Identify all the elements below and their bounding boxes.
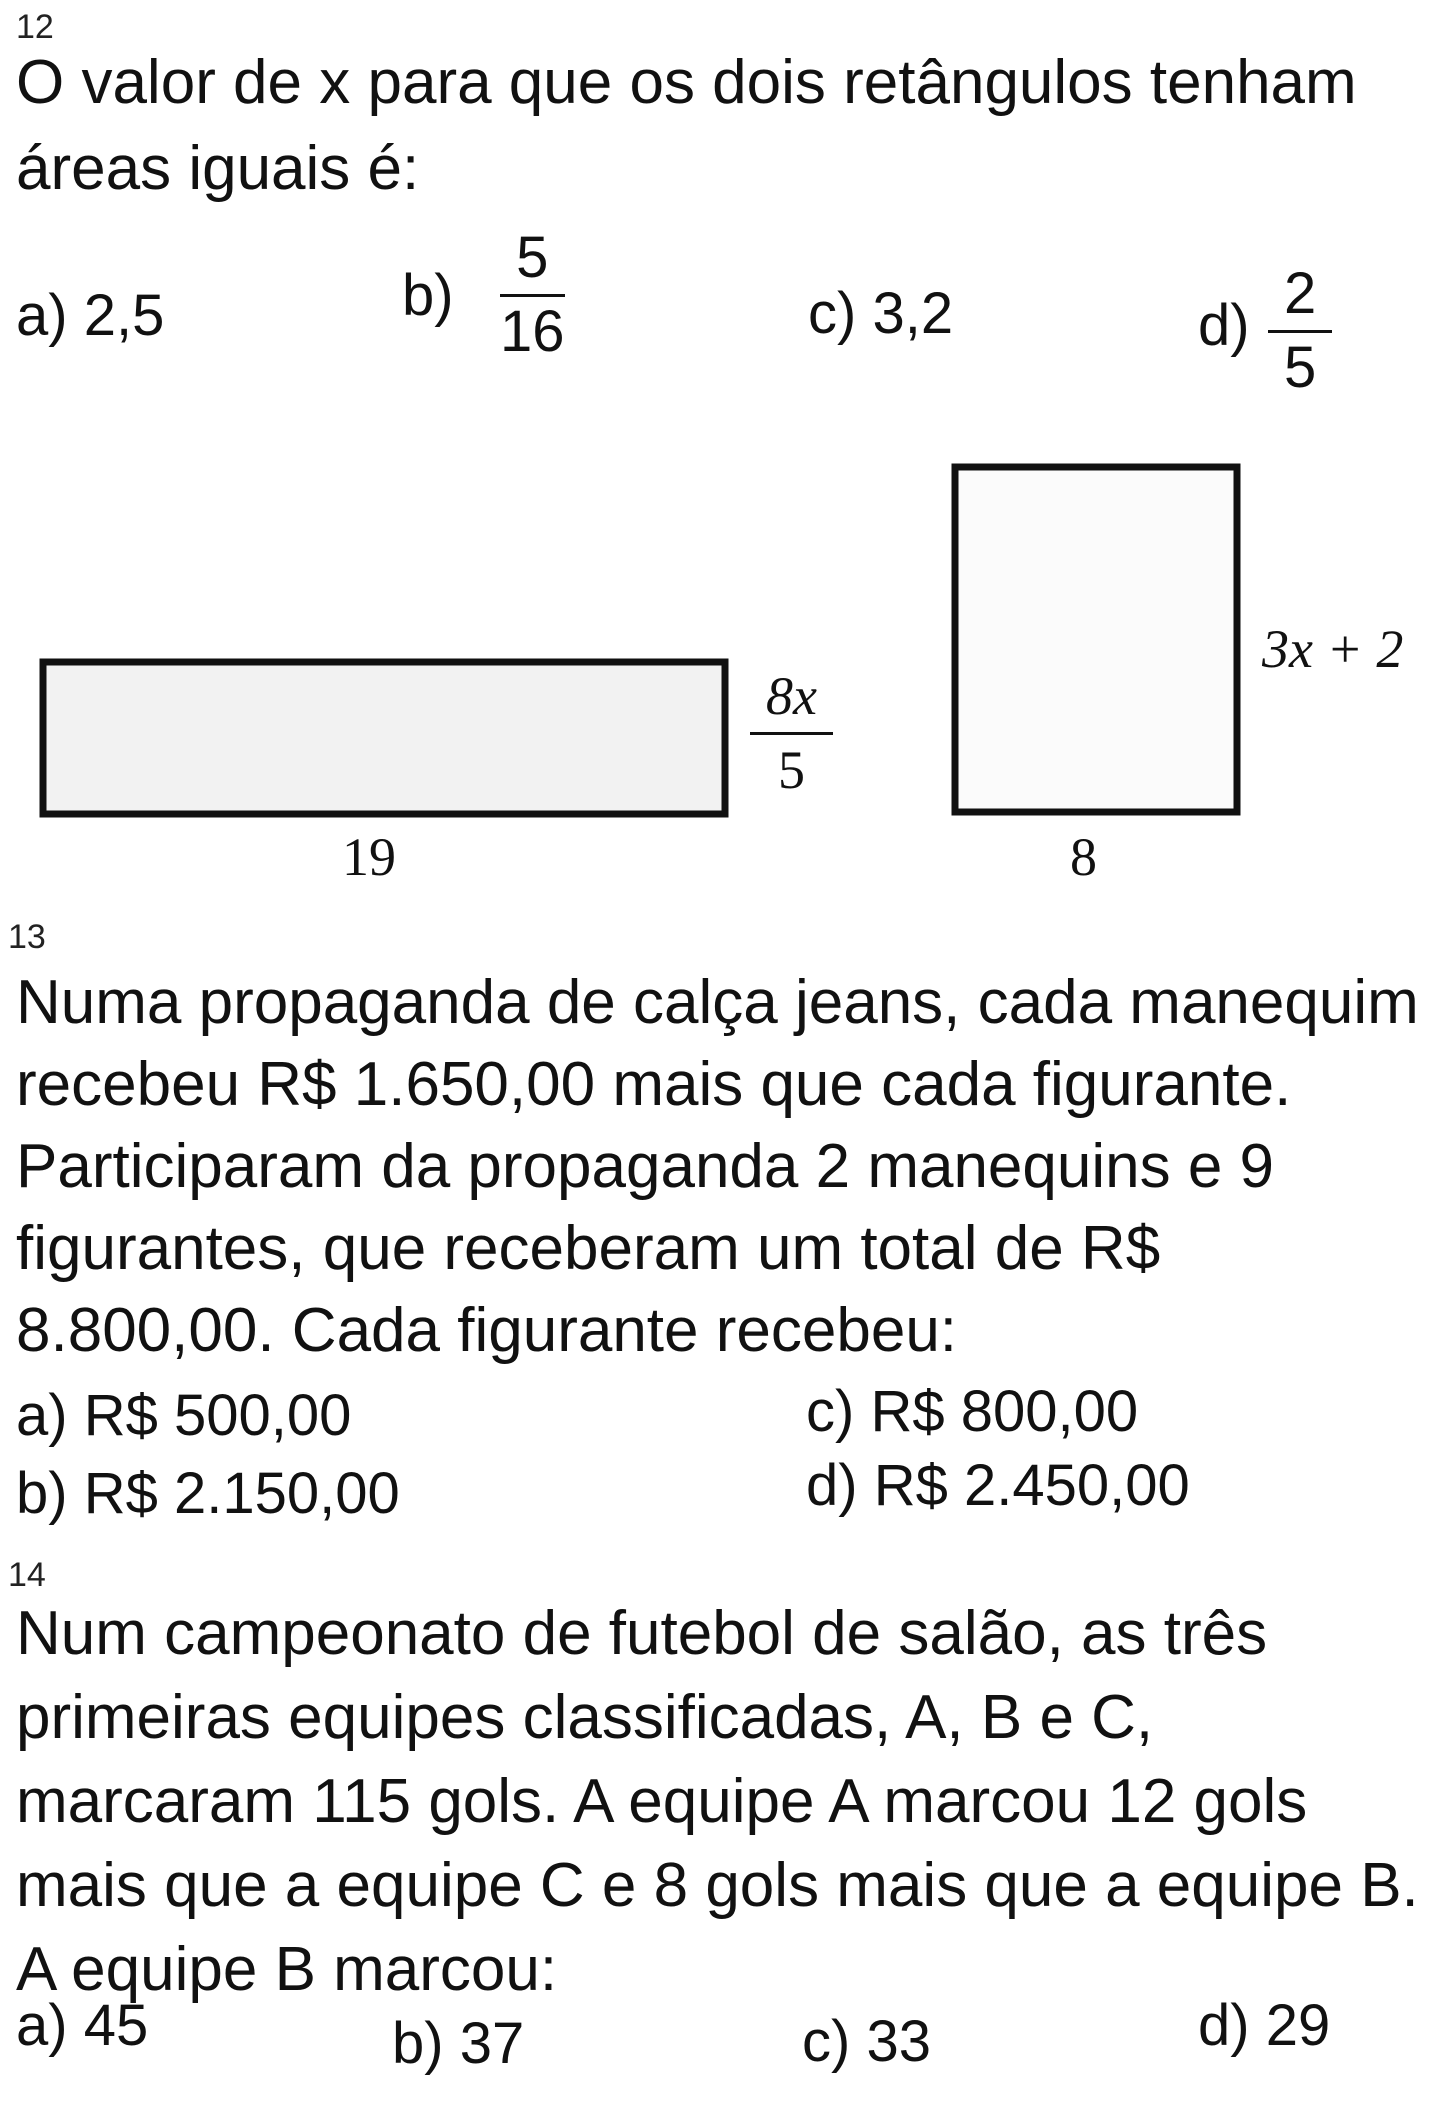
option-letter: a) [16, 1993, 68, 2058]
q13-option-c[interactable] [806, 1378, 1138, 1445]
option-value: R$ 2.150,00 [83, 1461, 400, 1526]
rectangle-2-base-label: 8 [1070, 827, 1097, 887]
option-letter: c) [806, 1379, 855, 1444]
option-value: 3,2 [872, 281, 954, 346]
q14-option-b[interactable] [392, 2010, 524, 2077]
rectangle-2 [955, 467, 1237, 812]
question-14-number: 14 [8, 1556, 46, 1594]
rectangle-2-height-label: 3x + 2 [1262, 619, 1404, 679]
option-letter: c) [802, 2009, 851, 2074]
q14-option-c[interactable] [802, 2008, 931, 2075]
option-value: 37 [459, 2011, 525, 2076]
question-12-statement: O valor de x para que os dois retângulos tenham áreas iguais é: [16, 48, 1357, 203]
option-letter: b) [392, 2011, 444, 2076]
option-value: 33 [866, 2009, 931, 2074]
question-13-statement: Numa propaganda de calça jeans, cada manequim recebeu R$ 1.650,00 mais que cada figurante. Participaram da propaganda 2 manequins e 9 figurantes, que receberam um total de R$ 8.800,00. Cada figurante recebeu: [16, 968, 1419, 1365]
option-value: R$ 500,00 [83, 1383, 352, 1448]
option-value: R$ 2.450,00 [873, 1453, 1190, 1518]
q13-option-b[interactable] [16, 1460, 400, 1527]
option-value: 29 [1265, 1993, 1331, 2058]
option-letter: b) [16, 1461, 68, 1526]
question-14-statement: Num campeonato de futebol de salão, as três primeiras equipes classificadas, A, B e C, marcaram 115 gols. A equipe A marcou 12 gols mais que a equipe C e 8 gols mais que a equipe B. A equipe B marcou: [16, 1599, 1419, 2004]
question-12-number: 12 [16, 8, 54, 46]
option-letter: a) [16, 283, 68, 348]
q12-option-b-letter[interactable]: b) [402, 263, 454, 328]
option-value: 2,5 [83, 283, 165, 348]
rectangle-1-height-fraction [750, 664, 833, 803]
rectangle-1-base-label: 19 [342, 827, 396, 887]
q13-option-d[interactable] [806, 1452, 1190, 1519]
fraction-denominator: 16 [500, 299, 565, 364]
fraction-numerator: 8x [750, 664, 833, 735]
q14-option-a[interactable] [16, 1992, 148, 2059]
q13-option-a[interactable] [16, 1382, 351, 1449]
fraction-denominator: 5 [777, 740, 805, 800]
fraction-numerator: 5 [500, 226, 565, 297]
fraction-denominator: 5 [1284, 335, 1317, 400]
q14-option-d[interactable] [1198, 1992, 1330, 2059]
question-13-number: 13 [8, 918, 46, 956]
option-letter: d) [1198, 1993, 1250, 2058]
option-value: R$ 800,00 [870, 1379, 1139, 1444]
fraction-numerator: 2 [1268, 262, 1332, 333]
option-letter: d) [806, 1453, 858, 1518]
option-letter: c) [808, 281, 857, 346]
option-value: 45 [83, 1993, 149, 2058]
rectangle-1 [43, 662, 725, 814]
option-letter: a) [16, 1383, 68, 1448]
q12-option-d-letter[interactable]: d) [1198, 293, 1250, 358]
